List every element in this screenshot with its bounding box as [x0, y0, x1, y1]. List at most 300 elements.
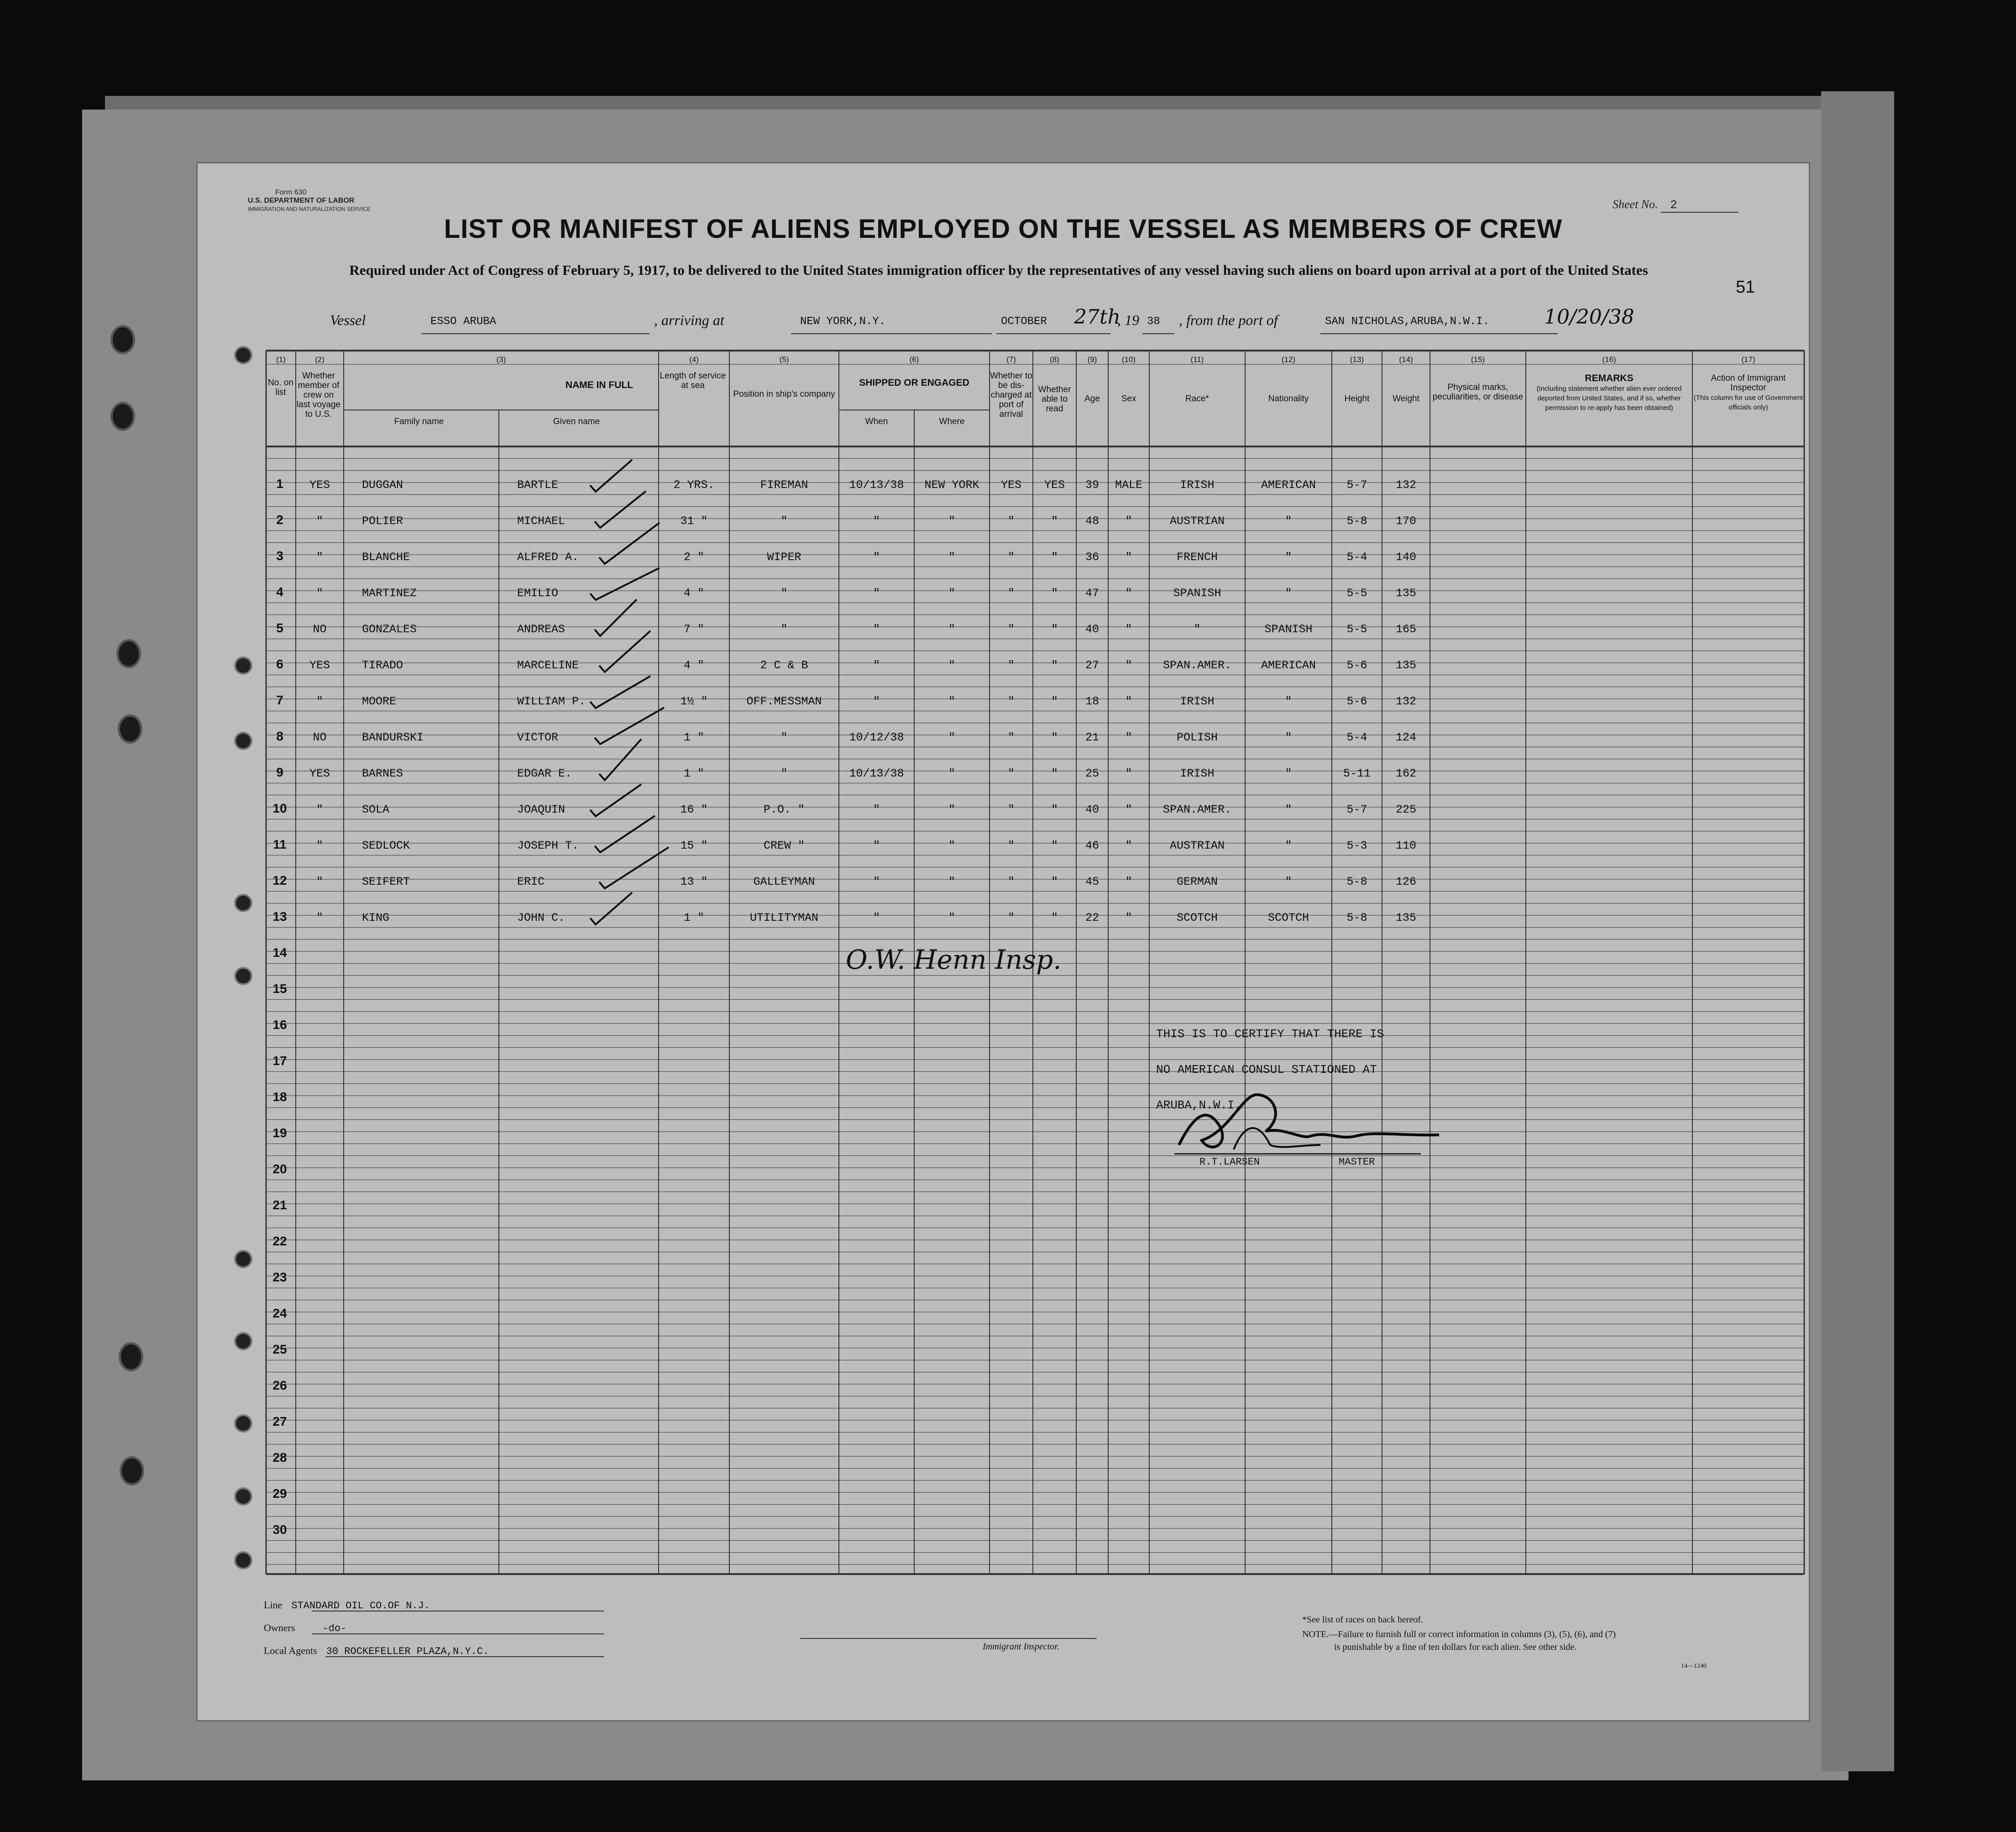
- column-number: (5): [779, 355, 789, 364]
- cell-height: 5-6: [1346, 695, 1367, 708]
- cell-weight: 140: [1395, 551, 1416, 564]
- cell-height: 5-8: [1346, 514, 1367, 528]
- row-number: 16: [272, 1018, 287, 1032]
- cert-title: MASTER: [1339, 1156, 1375, 1168]
- binder-hole: [118, 714, 142, 744]
- cell-dis: ": [1007, 911, 1015, 924]
- col-last-voyage-header: Whether member of crew on last voyage to U.S.: [296, 371, 341, 419]
- punch-hole: [235, 733, 251, 749]
- cell-length: 2 YRS.: [673, 478, 715, 492]
- cell-weight: 126: [1395, 875, 1416, 888]
- cell-sex: ": [1125, 839, 1132, 852]
- cell-given: ALFRED A.: [517, 551, 579, 564]
- col-when-header: When: [865, 417, 888, 426]
- row-number: 22: [272, 1234, 287, 1248]
- col-height-header: Height: [1344, 394, 1370, 404]
- cell-age: 27: [1085, 659, 1099, 672]
- footer-form-code: 14—1240: [1681, 1663, 1707, 1669]
- underline: [1320, 333, 1558, 334]
- cell-position: P.O. ": [763, 803, 805, 816]
- cell-age: 47: [1085, 587, 1099, 600]
- cell-read: ": [1051, 731, 1058, 744]
- cell-position: WIPER: [767, 551, 801, 564]
- cell-weight: 135: [1395, 911, 1416, 924]
- cell-read: ": [1051, 551, 1058, 564]
- cell-weight: 135: [1395, 659, 1416, 672]
- row-number: 5: [276, 621, 283, 635]
- cell-last: ": [316, 875, 323, 888]
- cell-family: BLANCHE: [362, 551, 410, 564]
- footer-line: Line STANDARD OIL CO.OF N.J.: [264, 1599, 430, 1612]
- cell-nat: SPANISH: [1264, 623, 1313, 636]
- col-nationality-header: Nationality: [1268, 394, 1309, 404]
- cell-when: 10/12/38: [849, 731, 904, 744]
- cell-when: ": [873, 875, 880, 888]
- cert-line-2: NO AMERICAN CONSUL STATIONED AT: [1156, 1063, 1377, 1076]
- row-number: 24: [272, 1306, 287, 1320]
- underlying-page-right: [1821, 91, 1894, 1771]
- cell-weight: 132: [1395, 478, 1416, 492]
- column-number: (17): [1741, 355, 1755, 364]
- cell-dis: ": [1007, 875, 1015, 888]
- cell-given: EDGAR E.: [517, 767, 572, 780]
- col-weight-header: Weight: [1393, 394, 1419, 404]
- cell-dis: ": [1007, 731, 1015, 744]
- cell-last: NO: [313, 731, 327, 744]
- arrival-year: 38: [1147, 315, 1160, 328]
- col-age-header: Age: [1084, 394, 1100, 404]
- column-number: (8): [1050, 355, 1059, 364]
- department: U.S. DEPARTMENT OF LABOR: [248, 197, 355, 205]
- underline: [421, 333, 649, 334]
- row-number: 6: [276, 657, 283, 671]
- cell-last: ": [316, 803, 323, 816]
- cert-line-1: THIS IS TO CERTIFY THAT THERE IS: [1156, 1027, 1384, 1041]
- cell-last: YES: [309, 478, 330, 492]
- from-port: SAN NICHOLAS,ARUBA,N.W.I.: [1325, 315, 1490, 328]
- cell-given: BARTLE: [517, 478, 559, 492]
- punch-hole: [235, 1488, 251, 1505]
- cell-age: 39: [1085, 478, 1099, 492]
- cell-dis: ": [1007, 587, 1015, 600]
- cell-age: 18: [1085, 695, 1099, 708]
- row-number: 23: [272, 1270, 287, 1284]
- footer-agents: Local Agents 30 ROCKEFELLER PLAZA,N.Y.C.: [264, 1645, 489, 1657]
- cell-length: 1 ": [683, 911, 704, 924]
- cell-family: SOLA: [362, 803, 390, 816]
- service: IMMIGRATION AND NATURALIZATION SERVICE: [248, 206, 371, 212]
- column-number: (9): [1087, 355, 1097, 364]
- year-prefix: , 19: [1117, 312, 1139, 328]
- underline: [996, 333, 1110, 334]
- cell-length: 4 ": [683, 587, 704, 600]
- cell-read: ": [1051, 623, 1058, 636]
- cell-length: 15 ": [680, 839, 708, 852]
- cell-family: MARTINEZ: [362, 587, 417, 600]
- cell-position: ": [780, 623, 788, 636]
- binder-hole: [116, 639, 141, 668]
- cell-where: ": [948, 551, 955, 564]
- inspector-label: Immigrant Inspector.: [983, 1642, 1059, 1652]
- cell-sex: MALE: [1115, 478, 1142, 492]
- signature-line: [1174, 1153, 1421, 1155]
- col-position-header: Position in ship's company: [733, 389, 835, 399]
- cell-race: IRISH: [1180, 695, 1215, 708]
- column-number: (10): [1121, 355, 1136, 364]
- cell-dis: ": [1007, 551, 1015, 564]
- cell-where: ": [948, 803, 955, 816]
- cell-weight: 132: [1395, 695, 1416, 708]
- cell-last: ": [316, 551, 323, 564]
- cell-family: SEIFERT: [362, 875, 410, 888]
- cell-last: ": [316, 911, 323, 924]
- col-race-header: Race*: [1185, 394, 1209, 404]
- row-number: 21: [272, 1198, 287, 1212]
- cell-when: ": [873, 623, 880, 636]
- cell-race: SPAN.AMER.: [1162, 659, 1232, 672]
- column-number: (4): [689, 355, 699, 364]
- cell-given: ERIC: [517, 875, 545, 888]
- row-number: 20: [272, 1162, 287, 1176]
- footer-note-races: *See list of races on back hereof.: [1302, 1615, 1423, 1625]
- cell-dis: ": [1007, 623, 1015, 636]
- cell-read: ": [1051, 875, 1058, 888]
- cell-length: 1½ ": [680, 695, 708, 708]
- arriving-label: , arriving at: [654, 312, 724, 328]
- row-number: 25: [272, 1342, 287, 1356]
- cell-sex: ": [1125, 911, 1132, 924]
- column-number: (11): [1190, 355, 1204, 364]
- manifest-sheet: [196, 162, 1810, 1722]
- cell-when: ": [873, 587, 880, 600]
- cell-race: IRISH: [1180, 478, 1215, 492]
- cell-where: ": [948, 659, 955, 672]
- cell-weight: 165: [1395, 623, 1416, 636]
- cell-age: 45: [1085, 875, 1099, 888]
- binder-hole: [119, 1342, 143, 1371]
- cell-length: 13 ": [680, 875, 708, 888]
- cell-age: 25: [1085, 767, 1099, 780]
- cell-length: 31 ": [680, 514, 708, 528]
- handwritten-date: 10/20/38: [1544, 305, 1634, 329]
- cell-length: 16 ": [680, 803, 708, 816]
- cell-given: EMILIO: [517, 587, 559, 600]
- punch-hole: [235, 895, 251, 911]
- cell-weight: 170: [1395, 514, 1416, 528]
- cell-nat: SCOTCH: [1267, 911, 1309, 924]
- stamp-number: 51: [1736, 278, 1755, 297]
- cell-nat: AMERICAN: [1261, 478, 1316, 492]
- cell-race: FRENCH: [1176, 551, 1218, 564]
- cell-last: NO: [313, 623, 327, 636]
- row-number: 11: [273, 837, 287, 851]
- cell-weight: 225: [1395, 803, 1416, 816]
- col-length-header: Length of service at sea: [660, 371, 726, 390]
- column-number: (2): [315, 355, 325, 364]
- cell-sex: ": [1125, 623, 1132, 636]
- cell-where: ": [948, 623, 955, 636]
- cell-nat: ": [1285, 551, 1292, 564]
- vessel-name: ESSO ARUBA: [430, 315, 497, 328]
- row-number: 17: [272, 1054, 287, 1068]
- cell-position: ": [780, 767, 788, 780]
- arriving-port: NEW YORK,N.Y.: [800, 315, 886, 328]
- cell-dis: ": [1007, 659, 1015, 672]
- cell-sex: ": [1125, 659, 1132, 672]
- col-shipped-header: SHIPPED OR ENGAGED: [859, 378, 969, 388]
- cell-dis: YES: [1000, 478, 1021, 492]
- arrival-day: 27th: [1074, 305, 1121, 329]
- cell-family: POLIER: [362, 514, 403, 528]
- cell-nat: ": [1285, 587, 1292, 600]
- cell-weight: 135: [1395, 587, 1416, 600]
- cell-when: 10/13/38: [849, 478, 904, 492]
- col-family-header: Family name: [394, 417, 444, 426]
- cell-height: 5-11: [1343, 767, 1371, 780]
- col-remarks-header: REMARKS (Including statement whether alien ever ordered deported from United States, and if so, whether permission to re-apply has been obtained): [1536, 373, 1682, 412]
- footer-underline: [325, 1656, 604, 1657]
- binder-hole: [110, 402, 135, 431]
- cell-height: 5-7: [1346, 803, 1367, 816]
- cell-race: AUSTRIAN: [1169, 514, 1225, 528]
- cell-when: ": [873, 514, 880, 528]
- cell-height: 5-8: [1346, 911, 1367, 924]
- cell-dis: ": [1007, 839, 1015, 852]
- row-number: 10: [272, 801, 287, 815]
- inspector-signature-line: [800, 1638, 1097, 1639]
- row-number: 3: [276, 549, 283, 563]
- cell-sex: ": [1125, 731, 1132, 744]
- cell-age: 36: [1085, 551, 1099, 564]
- underline: [1142, 333, 1174, 334]
- cell-when: ": [873, 659, 880, 672]
- cell-where: ": [948, 514, 955, 528]
- cell-race: POLISH: [1176, 731, 1218, 744]
- cell-when: 10/13/38: [849, 767, 904, 780]
- cell-sex: ": [1125, 803, 1132, 816]
- cell-nat: AMERICAN: [1261, 659, 1316, 672]
- column-number: (12): [1281, 355, 1296, 364]
- footer-note-penalty-2: is punishable by a fine of ten dollars for each alien. See other side.: [1334, 1642, 1577, 1652]
- binder-hole: [120, 1456, 144, 1486]
- column-number: (1): [276, 355, 286, 364]
- row-number: 4: [276, 585, 283, 599]
- cell-sex: ": [1125, 587, 1132, 600]
- cell-when: ": [873, 695, 880, 708]
- cell-read: ": [1051, 803, 1058, 816]
- col-sex-header: Sex: [1121, 394, 1136, 404]
- cell-length: 1 ": [683, 767, 704, 780]
- cell-race: IRISH: [1180, 767, 1215, 780]
- cell-given: MICHAEL: [517, 514, 566, 528]
- cell-position: CREW ": [763, 839, 805, 852]
- cell-position: FIREMAN: [760, 478, 808, 492]
- cell-given: JOHN C.: [517, 911, 566, 924]
- form-identifier: [248, 189, 371, 213]
- footer-underline: [312, 1611, 604, 1612]
- cell-position: OFF.MESSMAN: [746, 695, 822, 708]
- cell-where: ": [948, 911, 955, 924]
- cell-family: MOORE: [362, 695, 397, 708]
- cert-signer: R.T.LARSEN: [1199, 1156, 1260, 1168]
- col-read-header: Whether able to read: [1038, 385, 1071, 414]
- cell-nat: ": [1285, 767, 1292, 780]
- cell-last: ": [316, 587, 323, 600]
- form-number: Form 630: [275, 189, 307, 196]
- cell-read: ": [1051, 659, 1058, 672]
- row-number: 2: [276, 513, 283, 527]
- underline: [791, 333, 992, 334]
- cell-given: VICTOR: [517, 731, 559, 744]
- cell-dis: ": [1007, 695, 1015, 708]
- cell-sex: ": [1125, 551, 1132, 564]
- cell-length: 4 ": [683, 659, 704, 672]
- cell-race: AUSTRIAN: [1169, 839, 1225, 852]
- cell-length: 2 ": [683, 551, 704, 564]
- cell-read: ": [1051, 514, 1058, 528]
- punch-hole: [235, 1333, 251, 1349]
- punch-hole: [235, 1552, 251, 1569]
- cell-given: WILLIAM P.: [517, 695, 586, 708]
- punch-hole: [235, 968, 251, 984]
- cell-age: 22: [1085, 911, 1099, 924]
- row-number: 13: [272, 909, 287, 924]
- cell-given: MARCELINE: [517, 659, 579, 672]
- footer-note-penalty: NOTE.—Failure to furnish full or correct information in columns (3), (5), (6), and (7): [1302, 1629, 1616, 1639]
- from-label: , from the port of: [1179, 312, 1278, 328]
- cell-weight: 110: [1395, 839, 1416, 852]
- row-number: 26: [272, 1378, 287, 1392]
- cell-family: BARNES: [362, 767, 403, 780]
- cell-read: ": [1051, 767, 1058, 780]
- cell-weight: 124: [1395, 731, 1416, 744]
- cell-position: UTILITYMAN: [749, 911, 819, 924]
- cell-height: 5-5: [1346, 623, 1367, 636]
- cell-nat: ": [1285, 695, 1292, 708]
- cell-race: SPAN.AMER.: [1162, 803, 1232, 816]
- arrival-month: OCTOBER: [1001, 315, 1047, 328]
- cell-nat: ": [1285, 514, 1292, 528]
- cell-given: ANDREAS: [517, 623, 566, 636]
- cell-height: 5-6: [1346, 659, 1367, 672]
- cell-family: KING: [362, 911, 390, 924]
- cell-where: ": [948, 839, 955, 852]
- cell-position: ": [780, 514, 788, 528]
- column-number: (3): [496, 355, 506, 364]
- row-number: 15: [272, 982, 287, 996]
- cell-age: 21: [1085, 731, 1099, 744]
- cell-last: ": [316, 695, 323, 708]
- cell-height: 5-5: [1346, 587, 1367, 600]
- column-number: (14): [1399, 355, 1413, 364]
- row-number: 27: [272, 1414, 287, 1428]
- row-number: 19: [272, 1126, 287, 1140]
- cell-height: 5-4: [1346, 731, 1367, 744]
- document-subtitle: Required under Act of Congress of February 5, 1917, to be delivered to the United States immigration officer by the representatives of any vessel having such aliens on board upon arrival at a port of the United States: [349, 262, 1648, 278]
- col-physical-header: Physical marks, peculiarities, or disease: [1432, 383, 1524, 402]
- cell-where: NEW YORK: [924, 478, 979, 492]
- footer-owners: Owners -do-: [264, 1622, 347, 1634]
- row-number: 7: [276, 693, 283, 707]
- cell-height: 5-8: [1346, 875, 1367, 888]
- cell-last: YES: [309, 767, 330, 780]
- cell-position: ": [780, 587, 788, 600]
- cell-where: ": [948, 875, 955, 888]
- cell-when: ": [873, 803, 880, 816]
- cell-when: ": [873, 911, 880, 924]
- cell-family: SEDLOCK: [362, 839, 410, 852]
- footer-underline: [312, 1633, 604, 1634]
- cell-last: YES: [309, 659, 330, 672]
- column-number: (6): [909, 355, 919, 364]
- cell-sex: ": [1125, 514, 1132, 528]
- punch-hole: [235, 347, 251, 363]
- row-number: 8: [276, 729, 283, 743]
- cell-where: ": [948, 767, 955, 780]
- cell-dis: ": [1007, 803, 1015, 816]
- cell-race: ": [1194, 623, 1201, 636]
- cell-read: ": [1051, 695, 1058, 708]
- cell-length: 1 ": [683, 731, 704, 744]
- cell-position: 2 C & B: [760, 659, 808, 672]
- cell-nat: ": [1285, 803, 1292, 816]
- cell-last: ": [316, 839, 323, 852]
- cell-height: 5-7: [1346, 478, 1367, 492]
- row-number: 18: [272, 1090, 287, 1104]
- cell-position: ": [780, 731, 788, 744]
- vessel-line: [198, 305, 1809, 335]
- binder-hole: [110, 325, 135, 354]
- column-number: (7): [1006, 355, 1016, 364]
- cert-line-3: ARUBA,N.W.I.: [1156, 1098, 1242, 1112]
- row-number: 12: [272, 873, 287, 887]
- row-number: 9: [276, 765, 283, 779]
- col-name-header: NAME IN FULL: [565, 380, 634, 390]
- cell-family: DUGGAN: [362, 478, 403, 492]
- cell-nat: ": [1285, 731, 1292, 744]
- cell-when: ": [873, 551, 880, 564]
- row-number: 28: [272, 1450, 287, 1465]
- handwritten-inspector-note: O.W. Henn Insp.: [846, 944, 1062, 975]
- row-number: 29: [272, 1486, 287, 1501]
- cell-sex: ": [1125, 767, 1132, 780]
- cell-age: 46: [1085, 839, 1099, 852]
- col-no-header: No. on list: [268, 378, 293, 397]
- cell-height: 5-3: [1346, 839, 1367, 852]
- cell-last: ": [316, 514, 323, 528]
- col-action-header: Action of Immigrant Inspector (This column for use of Government officials only): [1693, 373, 1803, 411]
- cell-dis: ": [1007, 514, 1015, 528]
- cell-given: JOAQUIN: [517, 803, 566, 816]
- cell-where: ": [948, 587, 955, 600]
- cell-read: ": [1051, 839, 1058, 852]
- cell-family: BANDURSKI: [362, 731, 424, 744]
- cell-where: ": [948, 695, 955, 708]
- punch-hole: [235, 1251, 251, 1267]
- row-number: 14: [272, 945, 287, 960]
- cell-family: GONZALES: [362, 623, 417, 636]
- cell-race: SPANISH: [1173, 587, 1221, 600]
- cell-race: GERMAN: [1176, 875, 1218, 888]
- cell-family: TIRADO: [362, 659, 403, 672]
- cell-race: SCOTCH: [1176, 911, 1218, 924]
- cell-read: YES: [1044, 478, 1065, 492]
- cell-age: 40: [1085, 803, 1099, 816]
- cell-weight: 162: [1395, 767, 1416, 780]
- cell-age: 48: [1085, 514, 1099, 528]
- punch-hole: [235, 1415, 251, 1432]
- col-discharged-header: Whether to be dis-charged at port of arrival: [990, 371, 1032, 419]
